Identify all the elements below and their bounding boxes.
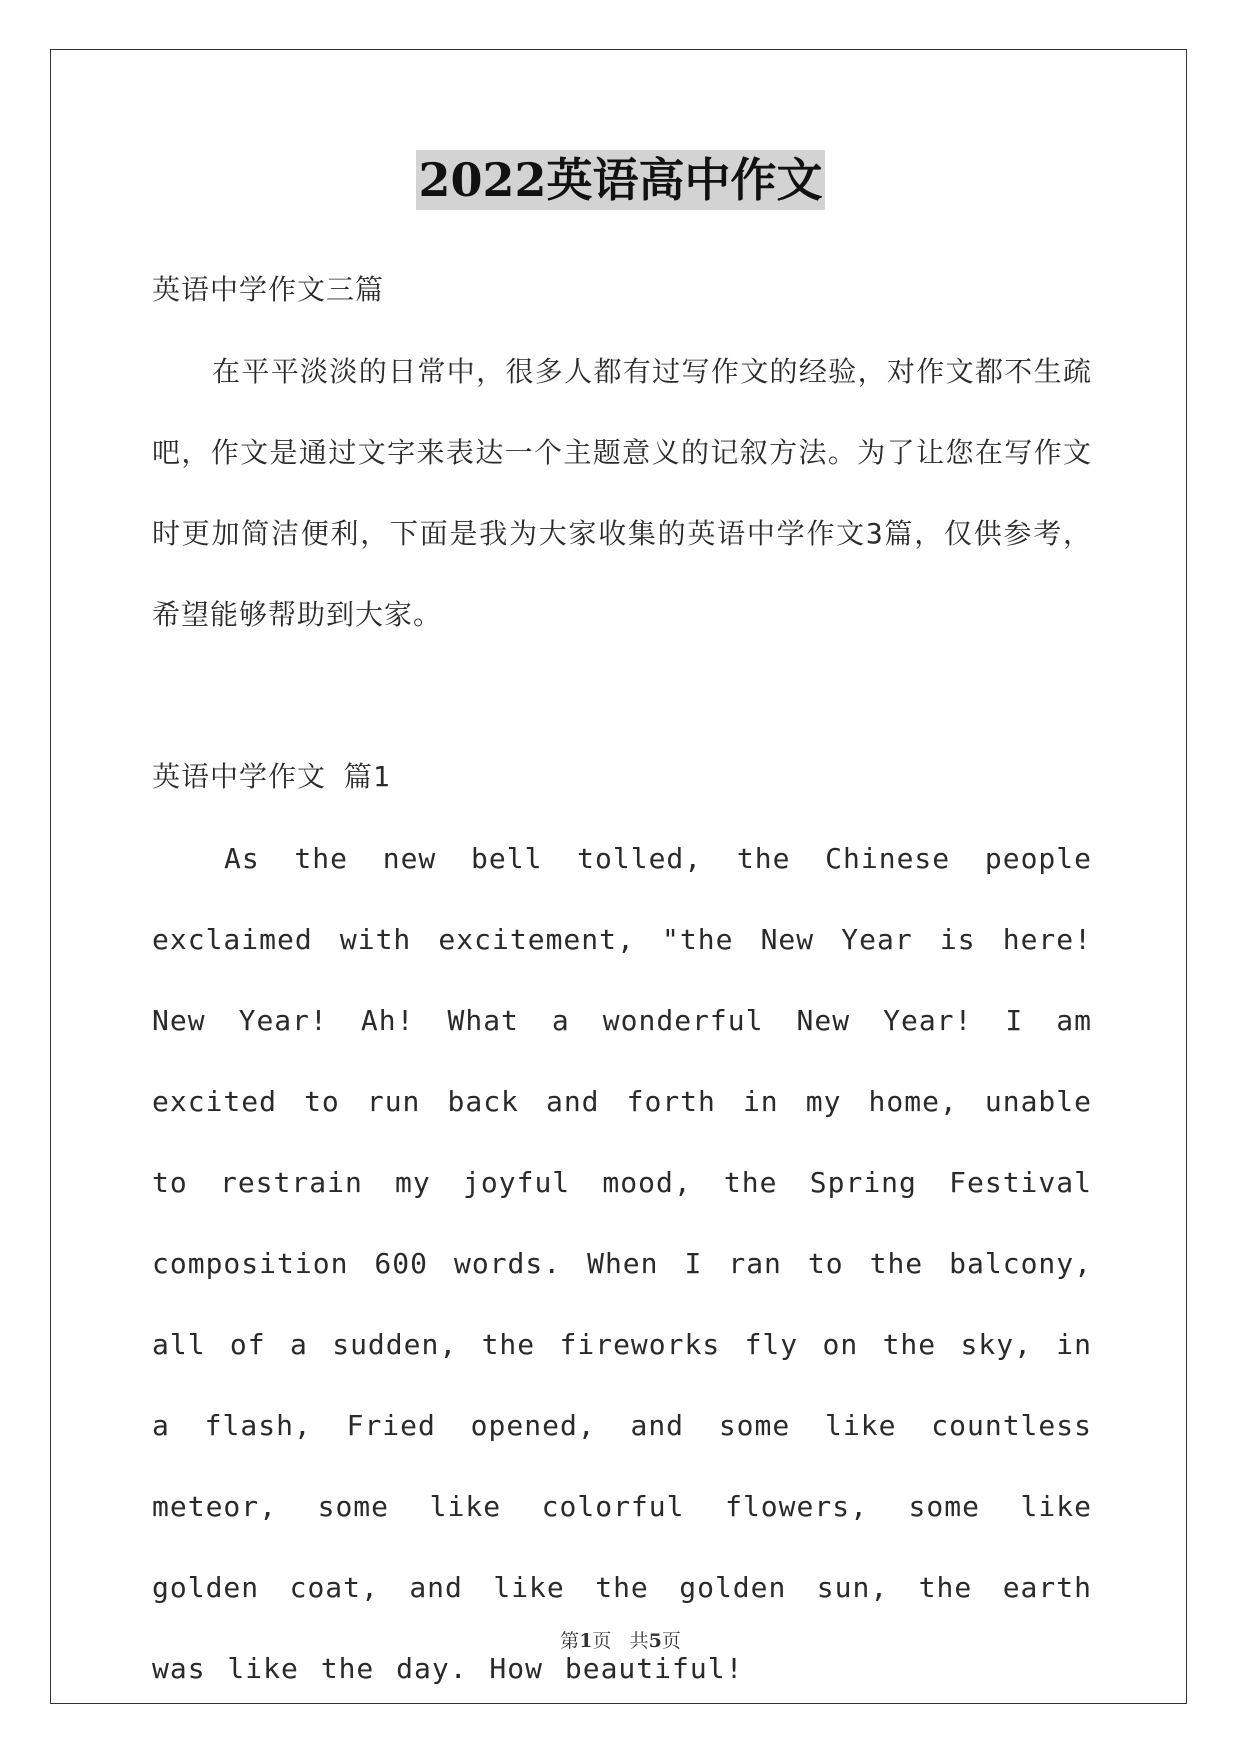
section-heading: 英语中学作文三篇 <box>152 273 385 306</box>
document-title: 2022英语高中作文 <box>416 150 824 210</box>
intro-paragraph: 在平平淡淡的日常中，很多人都有过写作文的经验，对作文都不生疏吧，作文是通过文字来表达一个主题意义的记叙方法。为了让您在写作文时更加简洁便利，下面是我为大家收集的英语中学作文3篇，仅供参考，希望能够帮助到大家。 <box>152 355 1092 631</box>
footer-total-suffix: 页 <box>661 1630 681 1652</box>
footer-current-page: 1 <box>579 1630 593 1652</box>
page-footer <box>0 1626 1241 1653</box>
footer-page-suffix: 页 <box>592 1630 612 1652</box>
footer-page-prefix: 第 <box>560 1630 580 1652</box>
essay1-heading: 英语中学作文 篇1 <box>152 760 391 793</box>
footer-total-prefix: 共 <box>629 1630 649 1652</box>
footer-total-pages: 5 <box>648 1630 662 1652</box>
document-title-container <box>0 150 1241 210</box>
essay1-paragraph: As the new bell tolled, the Chinese people exclaimed with excitement, "the New Year is here! New Year! Ah! What a wonderful New Year! I am excited to run back and forth in my home, unable to restrain my joyful mood, the Spring Festival composition 600 words. When I ran to the balcony, all of a sudden, the fireworks fly on the sky, in a flash, Fried opened, and some like countless meteor, some like colorful flowers, some like golden coat, and like the golden sun, the earth was like the day. How beautiful! <box>152 842 1092 1685</box>
